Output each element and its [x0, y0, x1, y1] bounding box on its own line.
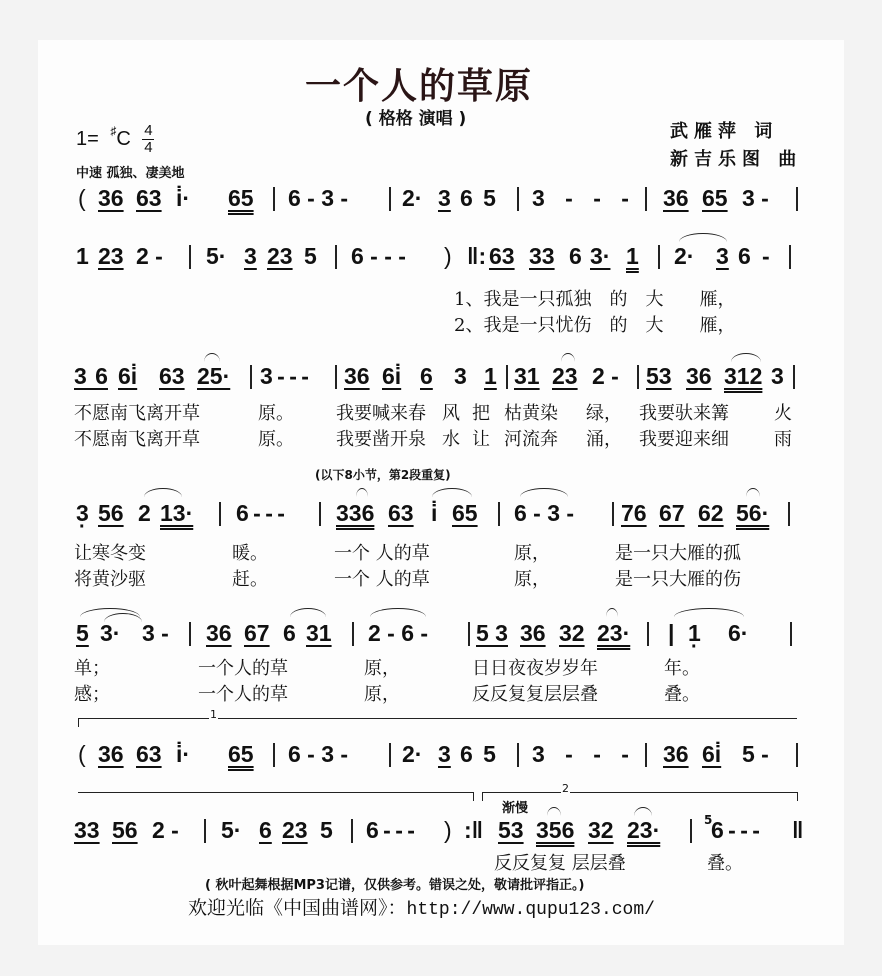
note: 3·: [590, 243, 611, 269]
note: 36: [98, 741, 124, 767]
note: 53: [498, 817, 524, 843]
note: 1 ·: [688, 620, 701, 646]
lyric: 是一只大雁的伤: [615, 569, 741, 590]
note: 76: [621, 500, 647, 526]
barline: [219, 502, 221, 526]
note: 6: [259, 817, 272, 843]
barline: [647, 622, 649, 646]
note: 63: [388, 500, 414, 526]
barline: [790, 622, 792, 646]
note: 32: [559, 620, 585, 646]
lyric: 反反复复 层层叠: [494, 853, 626, 874]
note: 32: [588, 817, 614, 843]
transcriber-note: ( 秋叶起舞根据MP3记谱，仅供参考。错误之处，敬请批评指正。): [205, 878, 585, 893]
tempo-marking: 中速 孤独、凄美地: [76, 166, 185, 181]
note: 23: [267, 243, 293, 269]
lyric: 河流奔: [504, 429, 558, 450]
note: (: [78, 741, 86, 767]
note: i̇: [431, 500, 438, 526]
note: 6: [738, 243, 751, 269]
note: 3: [716, 243, 729, 269]
note: 36: [520, 620, 546, 646]
website-link[interactable]: http://www.qupu123.com/: [406, 900, 655, 920]
staff-line-1: [74, 185, 810, 215]
barline: [788, 502, 790, 526]
note: 63: [159, 363, 185, 389]
note: 56·: [736, 500, 770, 526]
note: 3: [438, 741, 451, 767]
note: 3 - - -: [532, 185, 629, 211]
lyric: 我要喊来春: [336, 403, 426, 424]
lyric: 日日夜夜岁岁年: [472, 658, 598, 679]
note: 336: [336, 500, 375, 526]
lyric: 把: [472, 403, 490, 424]
note: 25·: [197, 363, 231, 389]
lyric: 将黄沙驱: [74, 569, 146, 590]
staff-line-2: [74, 243, 810, 273]
barline: [517, 743, 519, 767]
note: 2·: [674, 243, 695, 269]
note: 33: [529, 243, 555, 269]
staff-line-7: [74, 813, 810, 847]
barline: [273, 187, 275, 211]
time-top: 4: [144, 122, 153, 139]
lyric: 雨: [774, 429, 792, 450]
note: 31: [514, 363, 540, 389]
lyric-line: 2、我是一只忧伤 的 大 雁，: [454, 315, 736, 336]
tempo-change: 渐慢: [502, 801, 529, 816]
note: 6i̇: [702, 741, 722, 767]
note: 56: [98, 500, 124, 526]
note: 23: [98, 243, 124, 269]
note: 6i̇: [118, 363, 138, 389]
note: 356: [536, 817, 575, 843]
note: 63: [136, 741, 162, 767]
note: (: [78, 185, 86, 211]
lyric: 风: [442, 403, 460, 424]
note: 3·: [100, 620, 121, 646]
note: 65: [702, 185, 728, 211]
lyric: 是一只大雁的孤: [615, 543, 741, 564]
lyric: 原，: [364, 658, 400, 679]
note: 67: [659, 500, 685, 526]
lyric: 原，: [514, 569, 550, 590]
lyric: 绿，: [586, 403, 622, 424]
lyric: 我要凿开泉: [336, 429, 426, 450]
lyric: 枯黄染: [504, 403, 558, 424]
note: i̇·: [176, 741, 191, 767]
barline: [204, 819, 206, 843]
note: 2 -: [592, 363, 619, 389]
note: 65: [452, 500, 478, 526]
barline: [319, 502, 321, 526]
barline: [335, 365, 337, 389]
note: 5 -: [742, 741, 769, 767]
barline: [273, 743, 275, 767]
barline: [793, 365, 795, 389]
note: 6 - - -: [351, 243, 406, 269]
lyric: 暖。: [232, 543, 268, 564]
volta-bracket-1: [78, 708, 797, 727]
note: -: [762, 243, 770, 269]
note: 2·: [402, 741, 423, 767]
note: 3 6: [74, 363, 108, 389]
barline: [189, 622, 191, 646]
repeat-start: ‖:: [467, 243, 487, 269]
time-bottom: 4: [144, 139, 153, 156]
repeat-annotation: (以下8小节，第2段重复): [315, 468, 451, 482]
note: 2: [138, 500, 151, 526]
note: 5: [76, 620, 89, 646]
lyric: 不愿南飞离开草: [74, 429, 200, 450]
grace-note: 5: [704, 813, 713, 827]
staff-line-6: [74, 741, 810, 771]
barline: [645, 743, 647, 767]
barline: [250, 365, 252, 389]
lyric: 叠。: [664, 684, 700, 705]
lyric: 感；: [74, 684, 110, 705]
lyric: 叠。: [707, 853, 743, 874]
note: 2·: [402, 185, 423, 211]
lyric: 原。: [258, 403, 294, 424]
note: 36: [344, 363, 370, 389]
barline: [351, 819, 353, 843]
note: 36: [663, 741, 689, 767]
note: 2 -: [136, 243, 163, 269]
barline: [796, 187, 798, 211]
composer-credit: 新吉乐图 曲: [670, 149, 803, 170]
note: 6: [283, 620, 296, 646]
note: 1: [76, 243, 89, 269]
note: 63: [136, 185, 162, 211]
lyric: 原，: [364, 684, 400, 705]
barline: [645, 187, 647, 211]
note: 36: [686, 363, 712, 389]
barline: [612, 502, 614, 526]
note: 36: [206, 620, 232, 646]
note: 5 3: [476, 620, 508, 646]
staff-line-4: [74, 500, 810, 530]
barline: [789, 245, 791, 269]
note: 65: [228, 741, 254, 767]
note: 3 -: [142, 620, 169, 646]
song-title: 一个人的草原: [305, 66, 534, 107]
staff-line-5: [74, 620, 810, 650]
note: 3: [771, 363, 784, 389]
note: 1: [484, 363, 497, 389]
lyric: 原。: [258, 429, 294, 450]
barline: [498, 502, 500, 526]
note: 6: [569, 243, 582, 269]
barline: [468, 622, 470, 646]
note: 2 -: [152, 817, 179, 843]
lyric: 一个 人的草: [334, 543, 430, 564]
note: 6: [420, 363, 433, 389]
key-signature: 1= ♯C $\frac{4}{4}$: [76, 122, 153, 156]
note: 36: [98, 185, 124, 211]
lyric: 水: [442, 429, 460, 450]
lyric: 我要迎来细: [639, 429, 729, 450]
note: 23: [552, 363, 578, 389]
barline: [796, 743, 798, 767]
lyric: 原，: [514, 543, 550, 564]
lyric-line: 1、我是一只孤独 的 大 雁，: [454, 289, 736, 310]
note: 3: [454, 363, 467, 389]
lyric: 火: [774, 403, 792, 424]
note: 65: [228, 185, 254, 211]
note: 6 - 3 -: [288, 185, 349, 211]
barline: [352, 622, 354, 646]
lyric: 一个人的草: [198, 684, 288, 705]
singer-credit: ( 格格 演唱 ): [365, 109, 467, 129]
note: 23: [282, 817, 308, 843]
note: 67: [244, 620, 270, 646]
note: i̇·: [176, 185, 191, 211]
note: 3 - - -: [260, 363, 309, 389]
barline: [690, 819, 692, 843]
note: 3 -: [742, 185, 769, 211]
lyric: 赶。: [232, 569, 268, 590]
barline: [335, 245, 337, 269]
note: 6 5: [460, 741, 496, 767]
note: 6i̇: [382, 363, 402, 389]
note: 3: [438, 185, 451, 211]
note: 312: [724, 363, 763, 389]
time-signature: [142, 124, 154, 155]
key-label: 1=: [76, 127, 99, 150]
barline: [637, 365, 639, 389]
note: 33: [74, 817, 100, 843]
volta-bracket-2: [482, 782, 798, 801]
note: 63: [489, 243, 515, 269]
lyric: 年。: [664, 658, 700, 679]
barline: [189, 245, 191, 269]
note: 5·: [206, 243, 227, 269]
barline: [506, 365, 508, 389]
note: 23·: [597, 620, 631, 646]
repeat-end: :‖: [464, 817, 484, 843]
lyric: 单；: [74, 658, 110, 679]
lyric: 让寒冬变: [74, 543, 146, 564]
lyric: 一个人的草: [198, 658, 288, 679]
note: 23·: [627, 817, 661, 843]
barline: [517, 187, 519, 211]
barline: [658, 245, 660, 269]
note: |: [668, 620, 675, 646]
note: 3 ·: [76, 500, 89, 526]
lyric: 反反复复层层叠: [472, 684, 598, 705]
note: 3 - - -: [532, 741, 629, 767]
note: 6·: [728, 620, 749, 646]
lyricist-credit: 武雁萍 词: [670, 121, 779, 142]
final-barline: ‖: [792, 817, 804, 843]
note: 6 - - -: [711, 817, 760, 843]
note: 3: [244, 243, 257, 269]
note: 56: [112, 817, 138, 843]
lyric: 让: [472, 429, 490, 450]
note: 13·: [160, 500, 194, 526]
note: 6 5: [460, 185, 496, 211]
lyric: 不愿南飞离开草: [74, 403, 200, 424]
note: 2 - 6 -: [368, 620, 429, 646]
note: 62: [698, 500, 724, 526]
barline: [389, 187, 391, 211]
volta-number: 2: [562, 782, 569, 795]
lyric: 我要驮来篝: [639, 403, 729, 424]
note: ): [444, 243, 452, 269]
note: 5: [320, 817, 333, 843]
note: 6 - 3 -: [514, 500, 575, 526]
lyric: 一个 人的草: [334, 569, 430, 590]
barline: [389, 743, 391, 767]
note: 1: [626, 243, 639, 269]
volta-number: 1: [210, 708, 217, 721]
note: 6 - - -: [366, 817, 415, 843]
lyric: 涌，: [586, 429, 622, 450]
note: 6 - 3 -: [288, 741, 349, 767]
note: 6 - - -: [236, 500, 285, 526]
website-footer: [188, 893, 655, 920]
note: 31: [306, 620, 332, 646]
volta-bracket-1-end: [78, 792, 474, 801]
welcome-text: 欢迎光临《中国曲谱网》：: [188, 897, 407, 919]
note: 36: [663, 185, 689, 211]
note: 5: [304, 243, 317, 269]
staff-line-3: [74, 363, 810, 393]
note: 53: [646, 363, 672, 389]
note: 5·: [221, 817, 242, 843]
note: ): [444, 817, 452, 843]
